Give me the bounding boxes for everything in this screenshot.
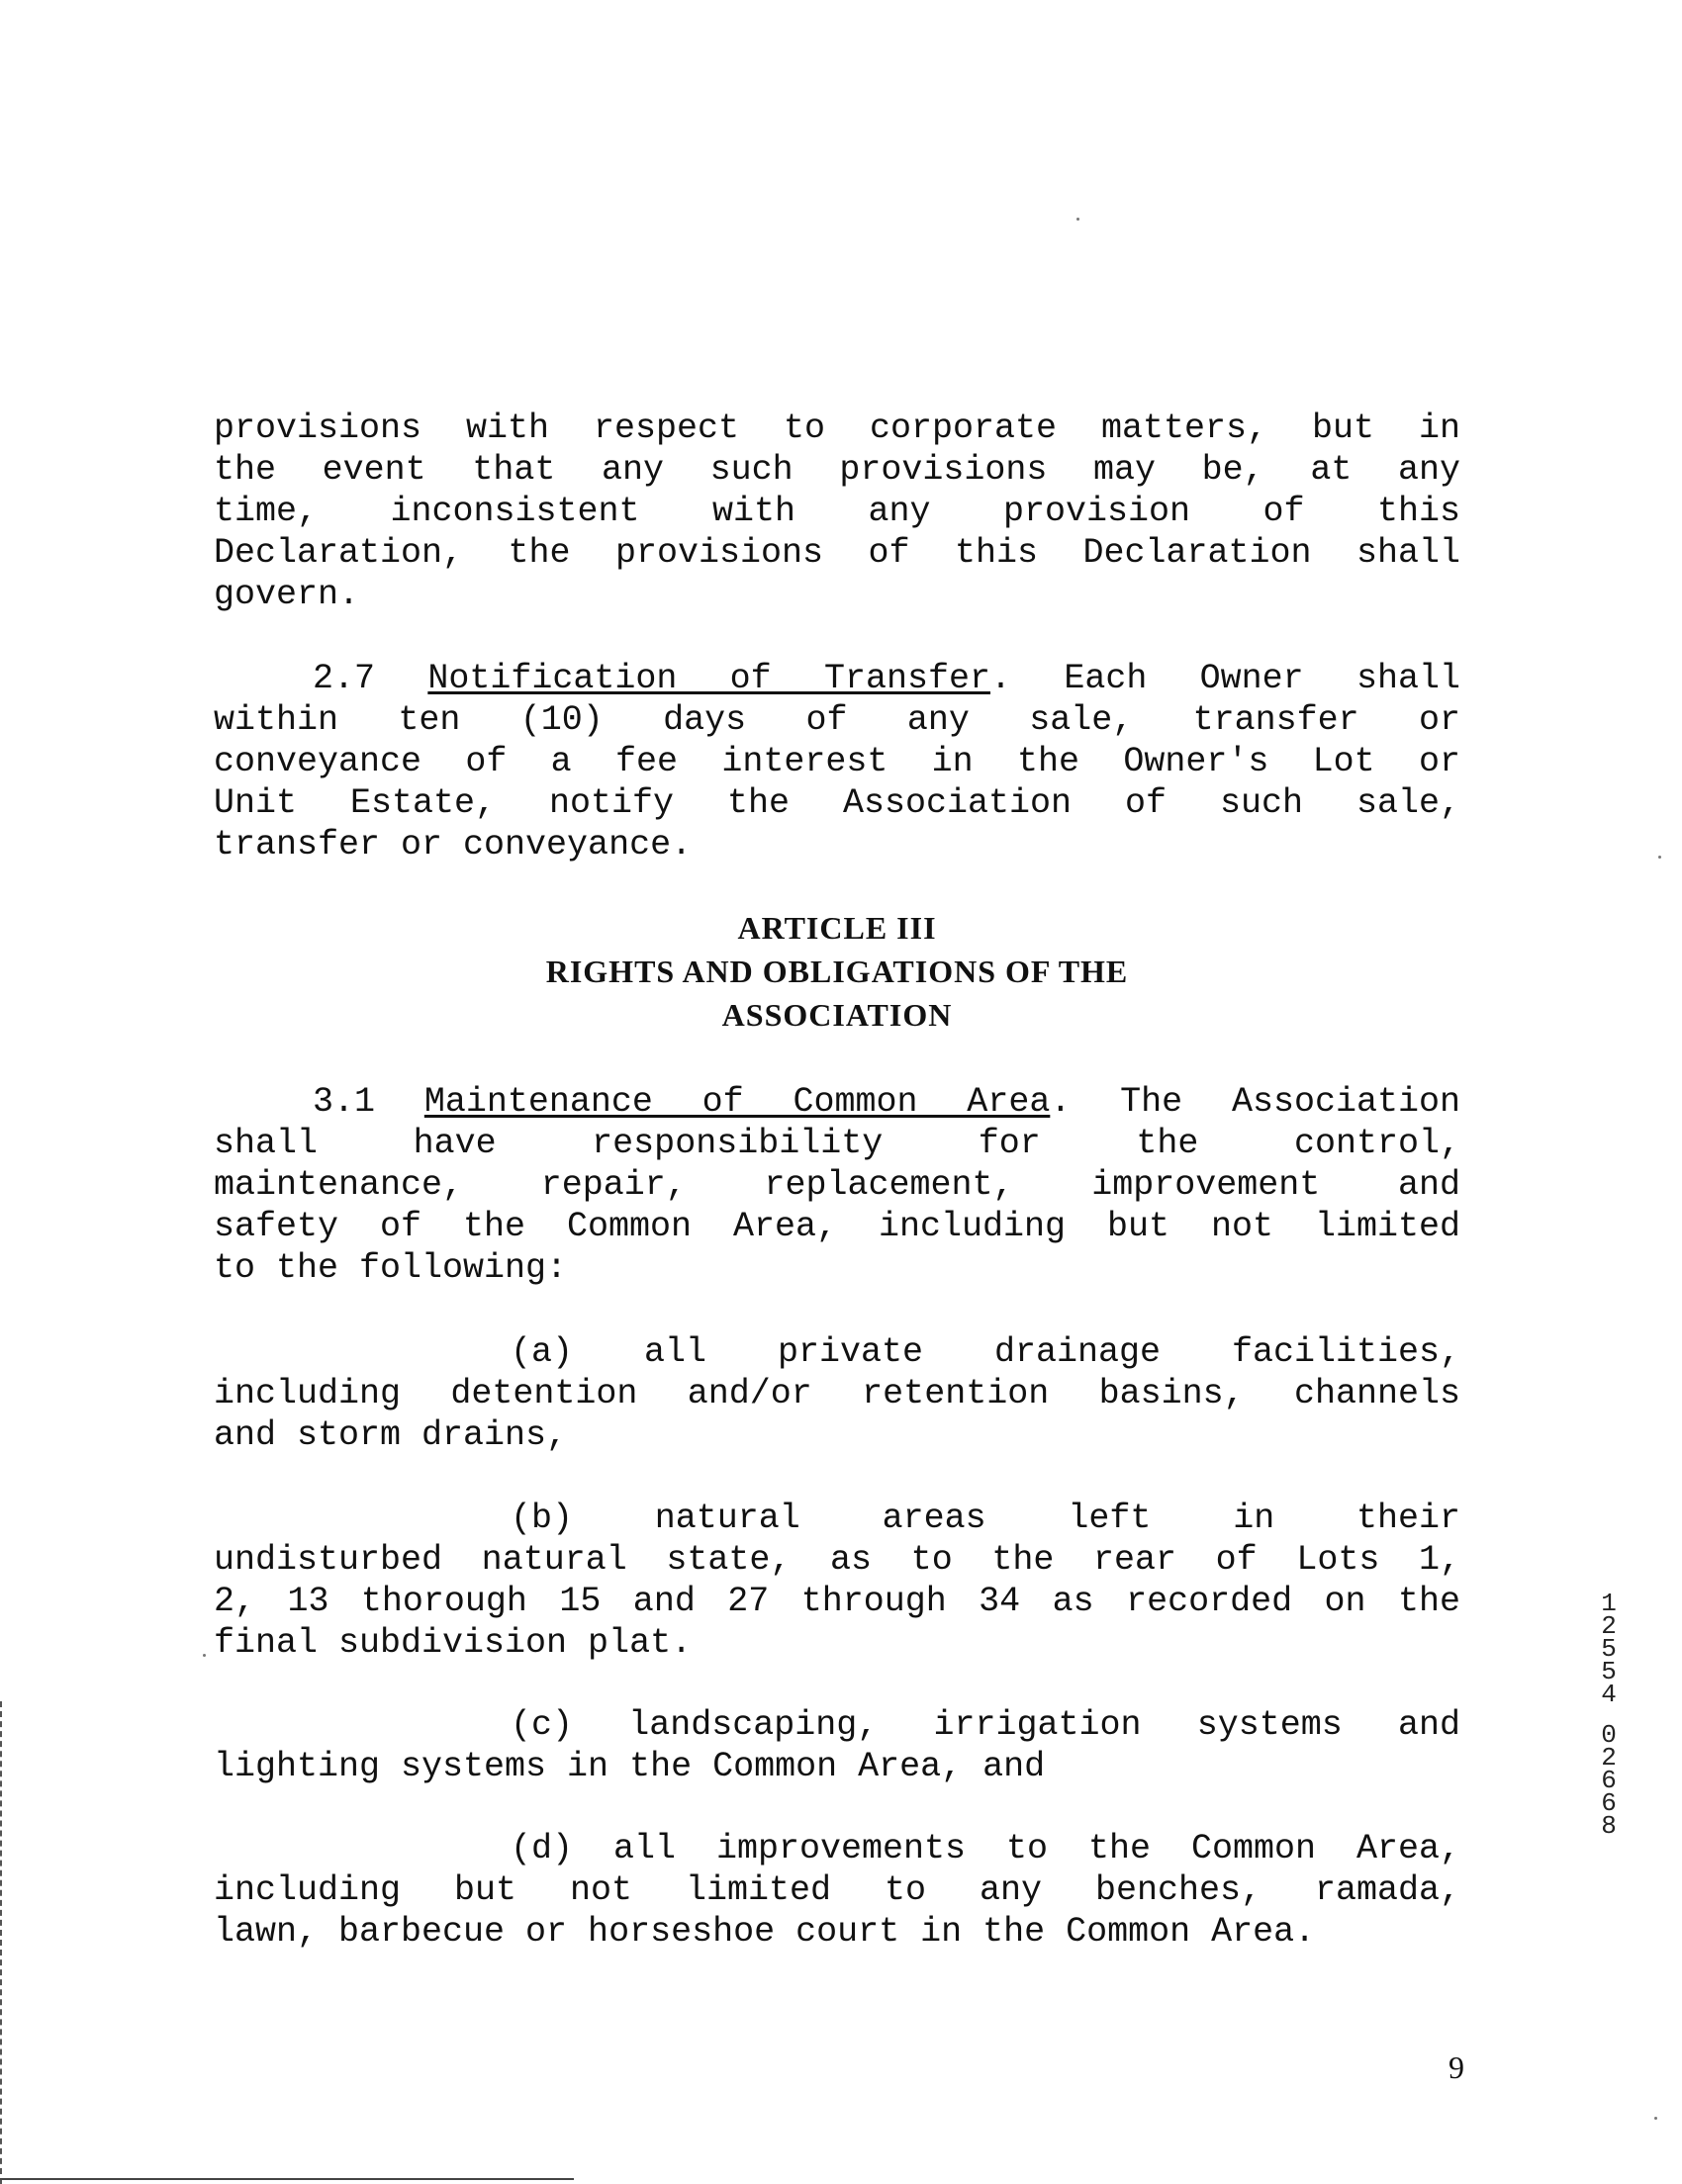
text-line: conveyance of a fee interest in the Owner's Lot or — [214, 742, 1460, 781]
text-line: 2, 13 thorough 15 and 27 through 34 as recorded on the — [214, 1582, 1460, 1621]
continuation-paragraph — [214, 408, 1460, 615]
stamp-digit: 5 — [1601, 1634, 1617, 1664]
section-number: 2.7 — [313, 659, 376, 698]
section-lead-text: . Each Owner shall — [990, 659, 1460, 698]
text-line: lighting systems in the Common Area, and — [214, 1747, 1046, 1786]
text-line: lawn, barbecue or horseshoe court in the Common Area. — [214, 1912, 1316, 1952]
stamp-digit: 4 — [1601, 1680, 1617, 1709]
list-item — [214, 1828, 1460, 1953]
section-lead-line — [214, 658, 1460, 699]
section-2-7 — [214, 658, 1460, 865]
text-line: time, inconsistent with any provision of this — [214, 492, 1460, 531]
text-line: final subdivision plat. — [214, 1623, 693, 1663]
article-number: ARTICLE III — [737, 910, 937, 946]
text-line: provisions with respect to corporate matters, but in — [214, 409, 1460, 448]
text-line: govern. — [214, 575, 360, 614]
section-lead-line — [214, 1081, 1460, 1123]
text-line: including but not limited to any benches, ramada, — [214, 1870, 1460, 1910]
recording-stamp — [1597, 1589, 1621, 1841]
text-line: safety of the Common Area, including but not limited — [214, 1207, 1460, 1246]
stamp-digit: 6 — [1601, 1766, 1617, 1795]
list-item — [214, 1498, 1460, 1664]
stamp-digit: 8 — [1601, 1811, 1617, 1841]
article-title: RIGHTS AND OBLIGATIONS OF THE — [545, 954, 1129, 989]
stamp-digit: 6 — [1601, 1788, 1617, 1818]
stamp-digit: 5 — [1601, 1657, 1617, 1686]
scan-speck — [1658, 856, 1661, 859]
section-3-1 — [214, 1081, 1460, 1289]
stamp-digit: 2 — [1601, 1743, 1617, 1773]
list-item — [214, 1331, 1460, 1456]
section-title: Notification of Transfer — [427, 659, 991, 698]
stamp-digit: 2 — [1601, 1611, 1617, 1641]
list-item — [214, 1704, 1460, 1787]
text-line: within ten (10) days of any sale, transfer or — [214, 700, 1460, 740]
article-heading — [214, 906, 1460, 1037]
scan-edge-left — [0, 1701, 5, 2184]
text-line: shall have responsibility for the control, — [214, 1124, 1460, 1163]
item-first-line: (b) natural areas left in their — [511, 1499, 1460, 1538]
item-first-line: (c) landscaping, irrigation systems and — [511, 1705, 1460, 1745]
article-title-cont: ASSOCIATION — [721, 997, 953, 1033]
section-number: 3.1 — [313, 1082, 376, 1122]
scan-speck — [203, 1654, 206, 1657]
section-title: Maintenance of Common Area — [423, 1082, 1051, 1122]
scan-speck — [1654, 2117, 1657, 2120]
text-line: including detention and/or retention basins, channels — [214, 1374, 1460, 1413]
stamp-digit: 0 — [1601, 1720, 1617, 1750]
text-line: the event that any such provisions may be, at any — [214, 450, 1460, 490]
scan-edge-bottom — [0, 2178, 574, 2180]
text-line: Declaration, the provisions of this Declaration shall — [214, 533, 1460, 573]
item-first-line: (d) all improvements to the Common Area, — [511, 1829, 1460, 1868]
item-first-line: (a) all private drainage facilities, — [511, 1332, 1460, 1372]
page-number: 9 — [1448, 2049, 1464, 2085]
text-line: transfer or conveyance. — [214, 825, 693, 864]
text-line: and storm drains, — [214, 1415, 568, 1455]
stamp-digit: 1 — [1601, 1589, 1617, 1618]
text-line: Unit Estate, notify the Association of such sale, — [214, 783, 1460, 823]
text-line: to the following: — [214, 1248, 568, 1288]
scan-speck — [1076, 218, 1079, 221]
text-line: maintenance, repair, replacement, improvement and — [214, 1165, 1460, 1205]
section-lead-text: . The Association — [1050, 1082, 1460, 1122]
text-line: undisturbed natural state, as to the rear of Lots 1, — [214, 1540, 1460, 1580]
